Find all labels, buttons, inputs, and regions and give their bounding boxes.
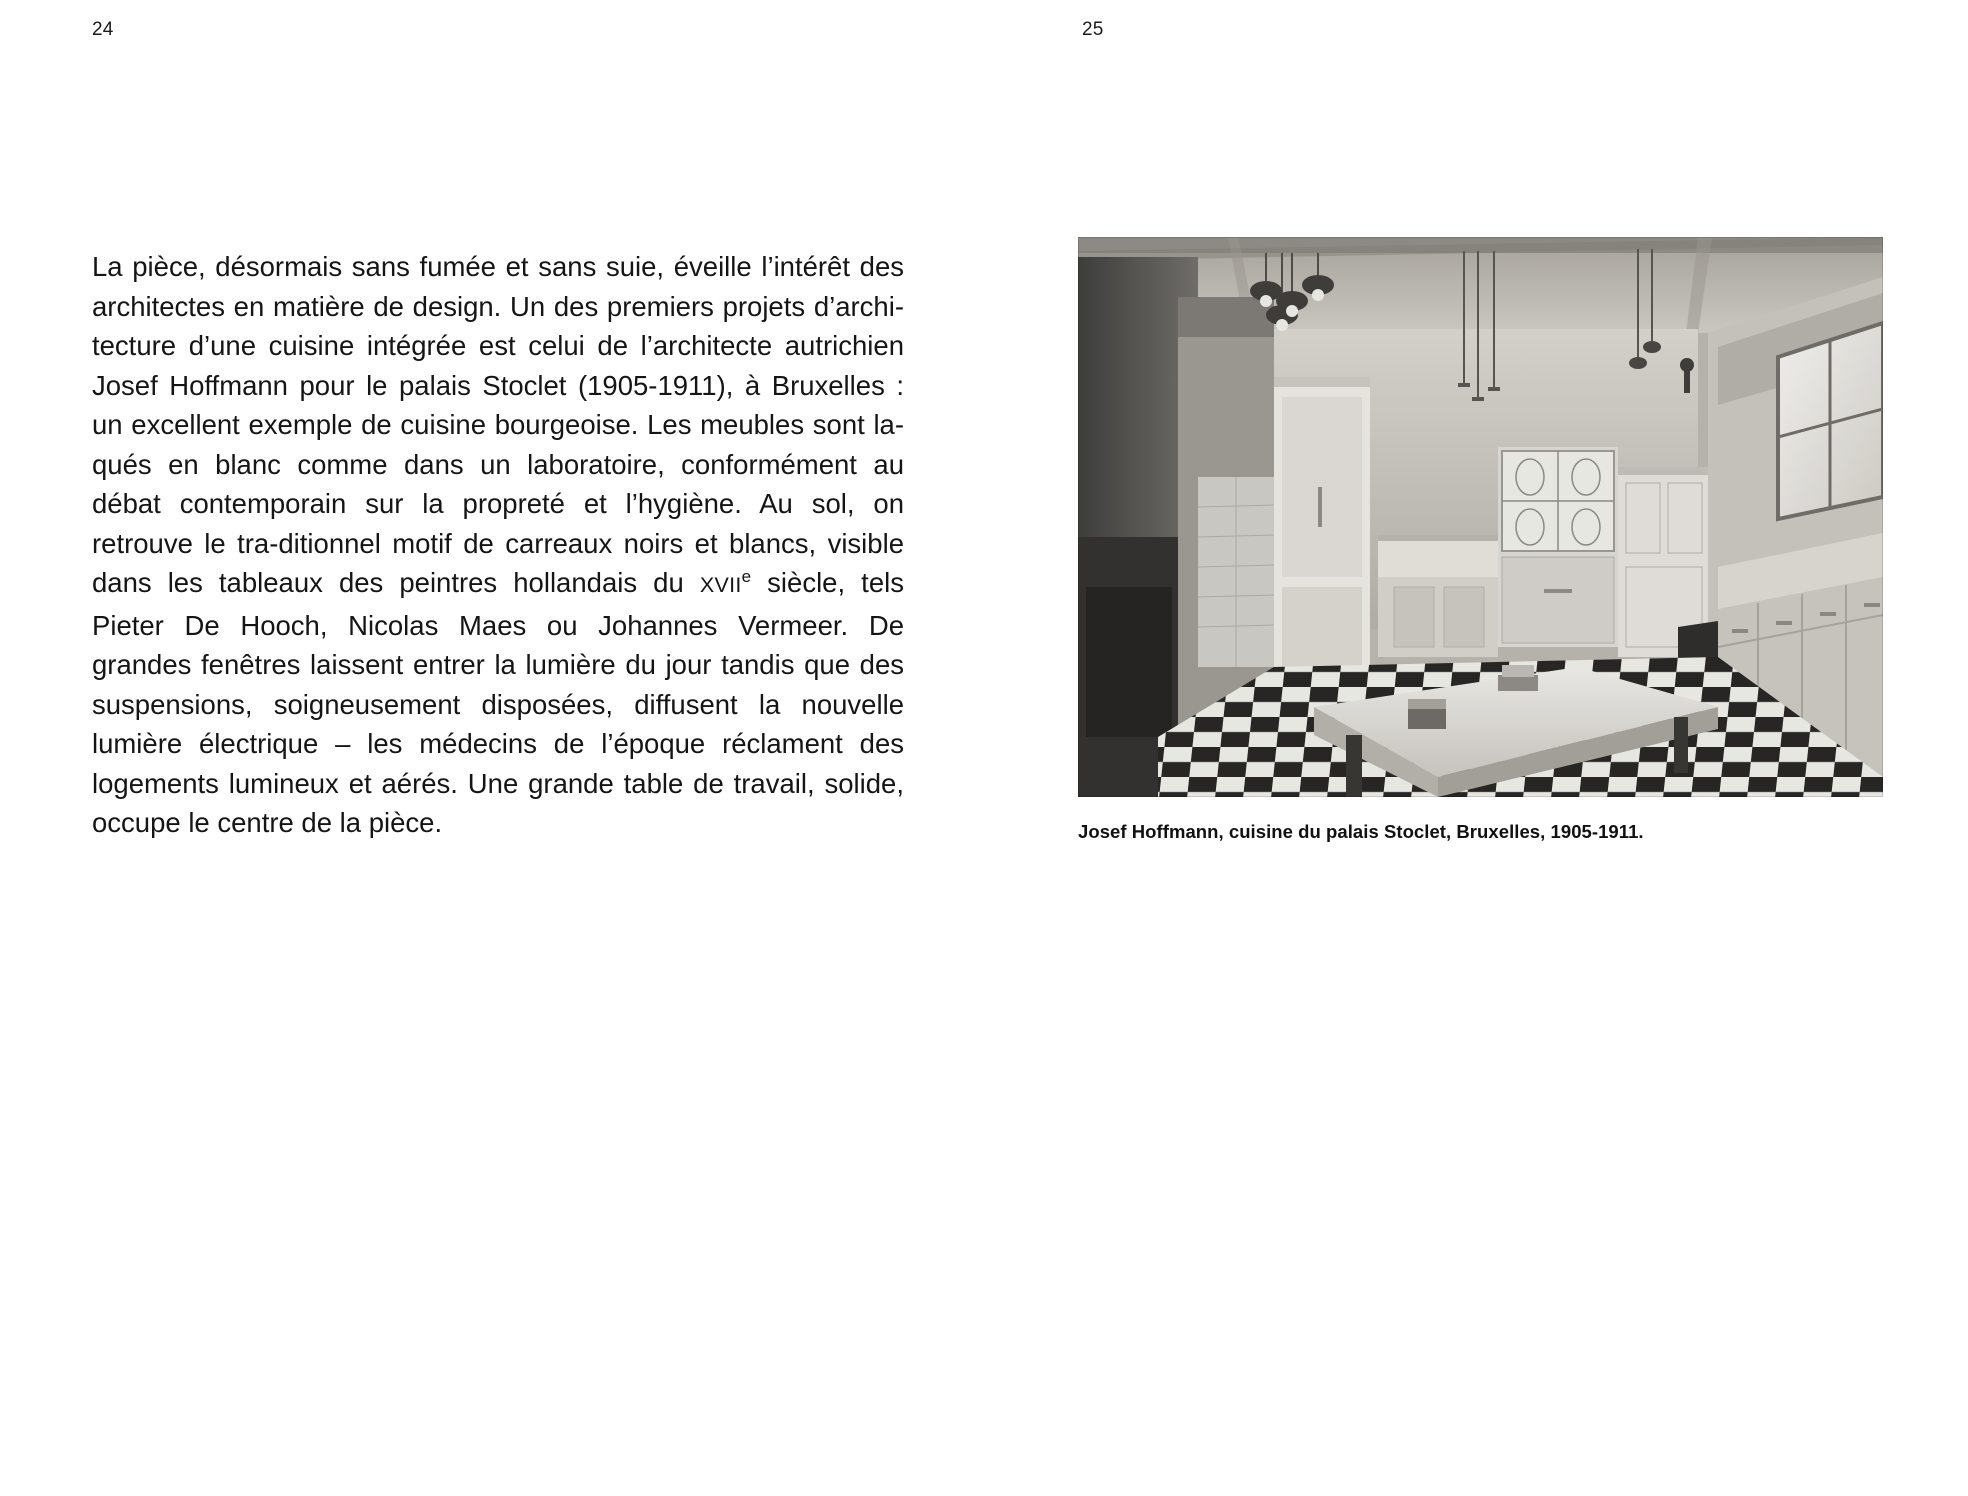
century-numeral: XVII [699, 573, 742, 597]
figure-photograph [1078, 237, 1883, 797]
figure-stoclet-kitchen [1078, 237, 1883, 845]
body-text-part-2: siècle, tels Pieter De Hooch, Nicolas Maes ou Johannes Vermeer. De grandes fenêtres laissent entrer la lumière du jour tandis que des suspensions, soigneusement disposées, diffusent la nouvelle lumière électrique – les médecins de l’époque réclament des logements lumineux et aérés. Une grande table de travail, solide, occupe le centre de la pièce. [92, 567, 904, 838]
body-paragraph [92, 247, 904, 843]
folio-page-25: 25 [1082, 19, 1104, 40]
body-text-part-1: La pièce, désormais sans fumée et sans suie, éveille l’intérêt des architectes en matière de design. Un des premiers projets d’archi-tecture d’une cuisine intégrée est celui de l’architecte autrichien Josef Hoffmann pour le palais Stoclet (1905-1911), à Bruxelles : un excellent exemple de cuisine bourgeoise. Les meubles sont la-qués en blanc comme dans un laboratoire, conformément au débat contemporain sur la propreté et l’hygiène. Au sol, on retrouve le tra-ditionnel motif de carreaux noirs et blancs, visible dans les tableaux des peintres hollandais du [92, 251, 904, 598]
figure-caption: Josef Hoffmann, cuisine du palais Stoclet, Bruxelles, 1905-1911. [1078, 821, 1644, 842]
kitchen-photo-illustration [1078, 237, 1883, 797]
folio-page-24: 24 [92, 19, 114, 40]
century-ordinal-suffix: e [741, 566, 752, 586]
body-text-block [92, 247, 904, 843]
